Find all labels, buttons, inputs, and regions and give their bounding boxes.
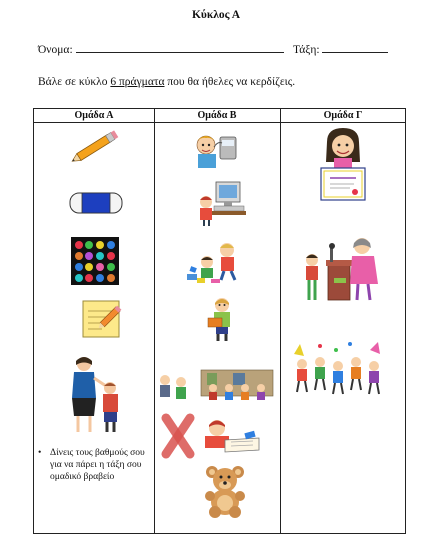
colored-buttons-icon[interactable] <box>71 237 119 285</box>
classroom-kids-icon[interactable] <box>157 366 277 404</box>
pencil-icon[interactable] <box>66 128 124 166</box>
kid-with-book-icon[interactable] <box>204 296 240 342</box>
class-blank-line[interactable] <box>322 42 388 53</box>
class-label: Τάξη: <box>293 44 320 56</box>
kid-reading-icon[interactable] <box>201 414 263 456</box>
teddy-bear-icon[interactable] <box>202 462 248 518</box>
kids-playing-board-game-icon[interactable] <box>185 240 247 284</box>
red-x-icon[interactable] <box>160 413 196 459</box>
class-field[interactable] <box>293 42 388 56</box>
girl-with-certificate-icon[interactable] <box>320 128 366 202</box>
name-field[interactable] <box>38 42 284 56</box>
notepad-pencil-icon[interactable] <box>80 297 124 341</box>
name-label: Όνομα: <box>38 44 73 56</box>
page-title: Κύκλος Α <box>191 9 241 21</box>
instruction-after: που θα ήθελες να κερδίζεις. <box>164 76 296 88</box>
kid-on-phone-icon[interactable] <box>190 131 240 169</box>
teacher-student-icon[interactable] <box>64 352 126 436</box>
instruction-text <box>38 76 295 88</box>
kid-at-computer-icon[interactable] <box>196 180 248 226</box>
header-row-divider <box>34 122 405 123</box>
header-group-a: Ομάδα Α <box>74 110 114 121</box>
header-group-c: Ομάδα Γ <box>323 110 363 121</box>
teacher-at-podium-icon[interactable] <box>302 234 382 304</box>
instruction-underlined: 6 πράγματα <box>110 76 165 88</box>
instruction-before: Βάλε σε κύκλο <box>38 76 111 88</box>
group-a-bullet-text: Δίνεις τους βαθμούς σου για να πάρει η τάξη σου ομαδικό βραβείο <box>50 448 145 482</box>
column-divider-b <box>154 109 155 533</box>
column-divider-c <box>280 109 281 533</box>
bullet-dot: • <box>38 448 42 458</box>
name-blank-line[interactable] <box>76 42 284 53</box>
eraser-icon[interactable] <box>68 190 124 216</box>
kids-party-icon[interactable] <box>290 340 384 396</box>
header-group-b: Ομάδα Β <box>197 110 237 121</box>
